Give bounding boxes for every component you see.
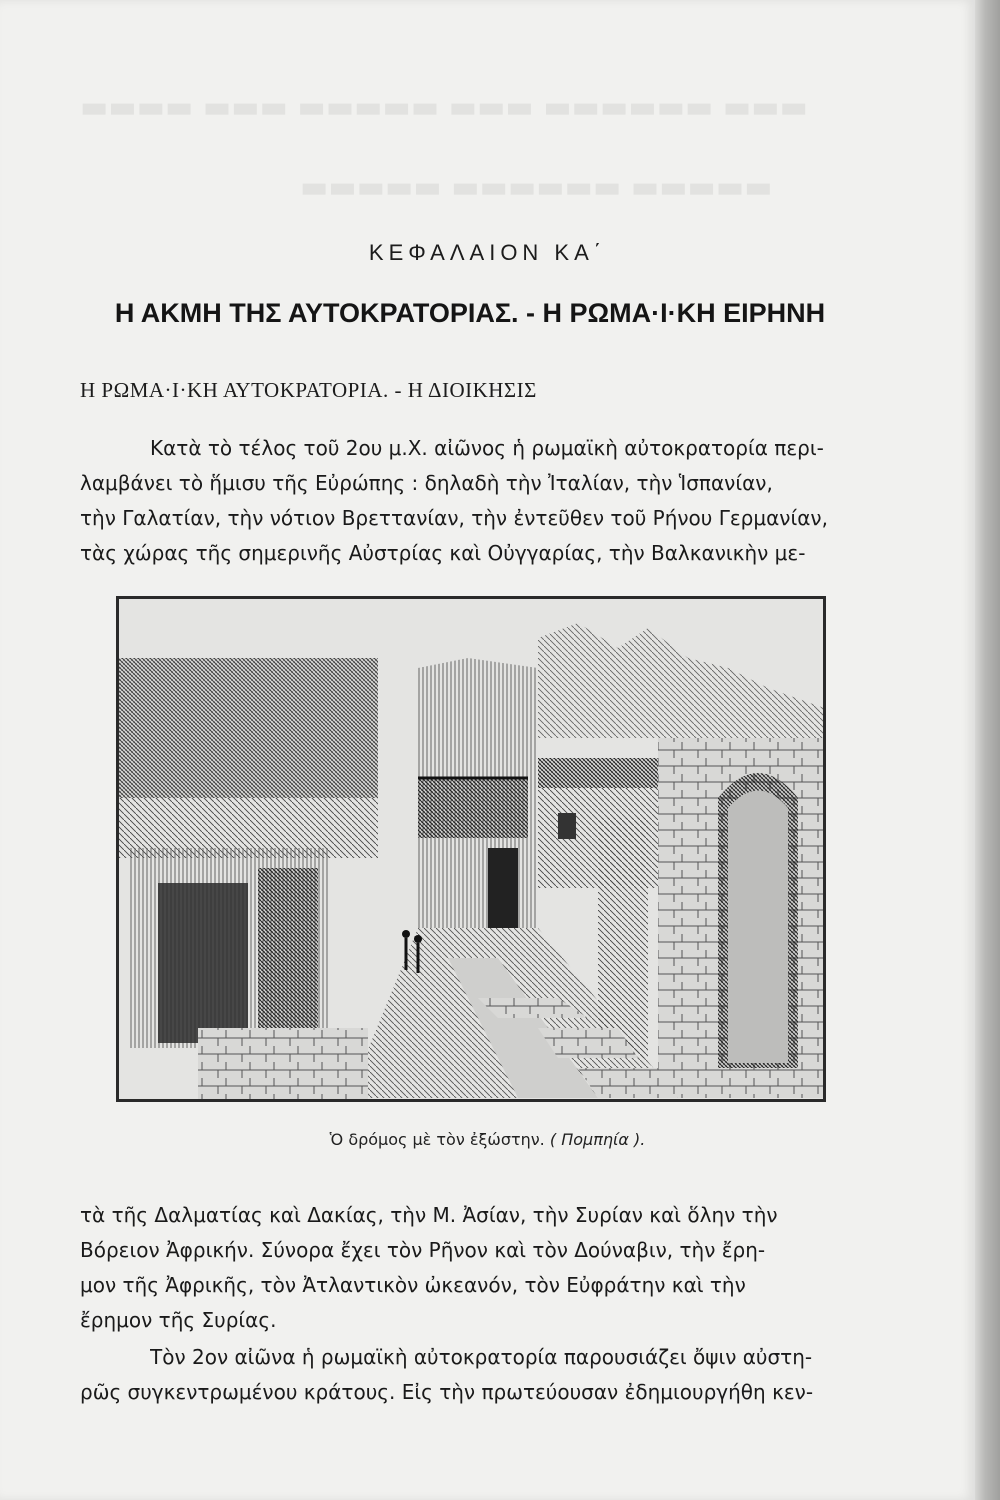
engraving-illustration: [118, 598, 824, 1100]
text-line: μον τῆς Ἀφρικῆς, τὸν Ἀτλαντικὸν ὠκεανόν, τὸν Εὐφράτην καὶ τὴν: [80, 1273, 746, 1297]
text-line: τὰ τῆς Δαλματίας καὶ Δακίας, τὴν Μ. Ἀσίαν, τὴν Συρίαν καὶ ὅλην τὴν: [80, 1203, 778, 1227]
page-edge: [975, 0, 1000, 1500]
bleed-through-shadow: ▬▬▬▬▬ ▬▬▬▬▬▬ ▬▬▬▬▬: [300, 170, 773, 205]
text-line: τὰς χώρας τῆς σημερινῆς Αὐστρίας καὶ Οὐγγαρίας, τὴν Βαλκανικὴν με-: [80, 541, 806, 565]
text-line: Κατὰ τὸ τέλος τοῦ 2ου μ.Χ. αἰῶνος ἡ ρωμαϊκὴ αὐτοκρατορία περι-: [150, 436, 824, 460]
text-line: Τὸν 2ον αἰῶνα ἡ ρωμαϊκὴ αὐτοκρατορία παρουσιάζει ὄψιν αὐστη-: [150, 1345, 813, 1369]
text-line: ἔρημον τῆς Συρίας.: [80, 1308, 277, 1332]
text-line: λαμβάνει τὸ ἥμισυ τῆς Εὐρώπης : δηλαδὴ τὴν Ἰταλίαν, τὴν Ἱσπανίαν,: [80, 471, 773, 495]
figure-caption-text: Ὁ δρόμος μὲ τὸν ἐξώστην.: [329, 1130, 545, 1149]
text-line: Βόρειον Ἀφρικήν. Σύνορα ἔχει τὸν Ρῆνον καὶ τὸν Δούναβιν, τὴν ἔρη-: [80, 1238, 766, 1262]
section-heading: Η ΡΩΜΑ·Ι·ΚΗ ΑΥΤΟΚΡΑΤΟΡΙΑ. - Η ΔΙΟΙΚΗΣΙΣ: [80, 378, 537, 402]
text-line: ρῶς συγκεντρωμένου κράτους. Εἰς τὴν πρωτεύουσαν ἐδημιουργήθη κεν-: [80, 1380, 814, 1404]
bleed-through-shadow: ▬▬▬▬ ▬▬▬ ▬▬▬▬▬ ▬▬▬ ▬▬▬▬▬▬ ▬▬▬: [80, 90, 808, 125]
engraving-pompeii-street: [116, 596, 826, 1102]
page-title: Η ΑΚΜΗ ΤΗΣ ΑΥΤΟΚΡΑΤΟΡΙΑΣ. - Η ΡΩΜΑ·Ι·ΚΗ ΕΙΡΗΝΗ: [114, 298, 826, 328]
chapter-heading: ΚΕΦΑΛΑΙΟΝ ΚΑ΄: [368, 240, 607, 265]
text-line: τὴν Γαλατίαν, τὴν νότιον Βρεττανίαν, τὴν ἐντεῦθεν τοῦ Ρήνου Γερμανίαν,: [80, 506, 828, 530]
figure-caption-place: ( Πομπηία ).: [549, 1130, 646, 1149]
figure-caption: [0, 1130, 975, 1149]
